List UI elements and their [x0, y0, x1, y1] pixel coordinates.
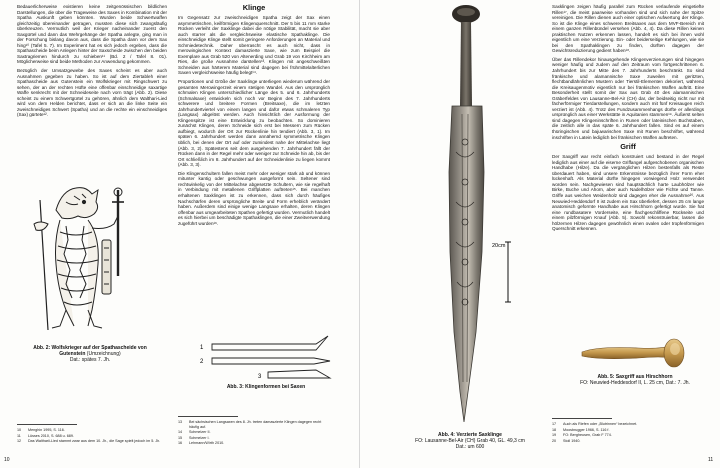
paragraph: Proportionen und Größe der Saxklinge unterliegen wiederum während der gesamten Merowingerzeit einem stetigen Wandel. Aus den ursprünglich schmalen Klingen unterschiedlicher Länge des 5. und 6. Jahrhunderts (Schmalsaxe) entwickeln sich noch vor Beginn des 7. Jahrhunderts schwerere und breitere Formen (Breitsaxe), die im letzten Jahrhundertviertel von einem langen und dafür etwas schmaleren Typ (Langsax) abgelöst werden. Auch hinsichtlich der Ausformung der Klingenspitze ist eine Entwicklung zu beobachten. So dominieren zunächst Klingen, deren Schneide sich erst bei Messern zum Rücken aufbiegt, wodurch der Ort zur Rückenlinie hin tendiert (Abb. 3, 1). Im späten 6. Jahrhundert werden dann annähernd symmetrische Klingen üblich, bei denen der Ort auf oder zumindest nahe der Mittelachse liegt (Abb. 3, 2). Spätestens seit dem ausgehenden 7. Jahrhundert fällt der Rücken dann in der Regel mehr oder weniger zur Schneide hin ab, bis der Ort schließlich im 8. Jahrhundert auf der Schneidenlinie zu liegen kommt (Abb. 3, 3). [178, 79, 330, 168]
blade-shapes-figure [198, 332, 338, 382]
footnote-text: Moosbrugger 1966, S. 116 f. [563, 427, 610, 432]
figure-4-title: Abb. 4: Verzierte Saxklinge [438, 432, 502, 438]
paragraph: Der Saxgriff war recht einfach konstruiert und bestand in der Regel lediglich aus einer auf die eiserne Griffangel aufgeschobenen organischen Handhabe (Hilze). Da die vergänglichen Hilzen bestenfalls als Reste überdauert haben, sind unsere Erkenntnisse bezüglich ihrer Form eher lückenhaft. Als Material dürfte hingegen vorwiegend Holz verwendet worden sein. Nachgewiesen sind hauptsächlich harte Laubhölzer wie Birke, Buche und Ahorn, aber auch Nadelhölzer wie Fichte und Tanne. Griffe aus weichen Weidenholz sind dagegen eher die Ausnahme²⁰. Aus Neuwied-Heddesdorf II ist zudem ein Sax überliefert, dessen 25 cm lange anatomisch geformte Handhabe aus Hirschhorn gefertigt wurde. Sie hat eine rundbasatere Vorderseite, eine flachgeschliffene Rückseite und einem pilzförmigen Knauf (Abb. 5). Sowohl rekonstruierbar, lassen die hölzernen Hilzen dagegen gewöhnlich einen ovalen oder tropfenförmigen Querschnitt erkennen. [552, 154, 704, 232]
scale-label: 20cm [492, 243, 506, 249]
figure-4-caption [390, 432, 550, 450]
paragraph: Über das Rillendekor hinausgehende Klingenverzierungen sind hingegen weniger häufig und zudem auf den Zeitraum vom fortgeschrittenen 6. Jahrhundert bis zur Mitte des 7. Jahrhunderts beschränkt. So sind fränkische und alamannische Saxe zuweilen mit geritzten, flechtbandlähnlichen Mustern oder Tierstil-Elementen dekoriert, während die Kreisaugenmotiv eigentlich nur bei fränkischen Waffen auftritt. Eine Besonderheit stellt somit der Sax aus Grab 40 des alamannischen Gräberfeldes von Lausanne-Bel-Air (CH) dar, der beidseitig nicht nur mit fächerförmiger Tierdarstellungen, sondern auch mit fünf Kreisaugen reich verziert ist (Abb. 4). Trotz des Fundzusammenhangs dürfte er allerdings ursprünglich aus einer Werkstätte in Aquitanien stammen¹⁹. Äußerst selten sind dagegen Klingeninschriften in Runen oder lateinischen Buchstaben, die zeitlich alle in das späte 6. Jahrhundert fallen. Sind es auf einem thüringischen und bajuwarischen Saxe mit Runen beschriftet, während inschriften in Latein lediglich bei fränkischen Waffen auftreten. [552, 56, 704, 140]
footnote-number: 14 [178, 430, 183, 434]
page-number: 11 [708, 457, 714, 463]
figure-4-date: Dat.: um 600 [455, 444, 485, 450]
figure-5-caption [560, 374, 710, 386]
paragraph: Die Klingenschultern fallen meist mehr oder weniger stark ab und können mitunter kantig oder geschwungen ausgeformt sein. Seltener sind rechtwinkelig von der Mittelachse abgesetzte Schultern, wie sie regelhaft in Verbindung mit metallenen Griffplatten auftreten¹⁵. Bei manchen erhaltenen Saxklingen ist zu erkennen, dass sich durch häufiges Nachschärfen deren ursprüngliche Breite und Form erheblich verändert haben. Außerdem sind einige wenige Langsaxe erhalten, deren Klingen offenbar aus umgearbeiteten Spathen gefertigt wurden. Vermutlich handelt es sich hierbei um beschädigte Spathaklingen, die einer Zweitverwendung zugeführt wurden¹⁶. [178, 170, 330, 226]
footnote-number: 20 [552, 438, 557, 443]
antler-grip-photo [578, 334, 688, 372]
figure-5-find-location: FO: Neuwied-Heddesdorf II, L. 25 cm, Dat.: 7. Jh. [580, 380, 690, 386]
footnote [178, 441, 330, 446]
figure-3-caption [196, 384, 336, 390]
footnote-number: 13 [178, 420, 183, 424]
footnote-text: Lehmann/Wirth 2010. [189, 441, 225, 445]
figure-3-title: Abb. 3: Klingenformen bei Saxen [226, 384, 306, 390]
footnote-text: FO: Bergheusen, Grab F 774. [563, 433, 612, 437]
footnote-number: 15 [178, 435, 183, 440]
figure-4-find-location: FO: Lausanne-Bel-Air (CH) Grab 40, GL. 49,3 cm [415, 438, 525, 444]
footnotes-left-column [17, 428, 167, 445]
footnote [17, 434, 167, 439]
section-heading-griff: Griff [620, 142, 636, 152]
footnote-rule [178, 416, 238, 417]
paragraph: Bezüglich der Umsatzgewebe des Saxes scheint es aber auch Ausnahmen gegeben zu haben. So ist auf dem Ziertableh einer Spathascheide aus Gutenstein ein Wolfskrieger mit Ringschwert zu sehen, der an der rechten Hüfte eine offenbar einschneidige saxartige Waffe senkrecht mit der Schneideseite nach vorn trägt (Abb. 2). Diese scheint zu einem Schwertgürtel zu gehören, ähnlich dem Walthari-Lied wird von dem Helden berichtet, dass er sich an die linke Seite ein zweischneidiges Schwert (Spatha) und an die rechte ein einschneidiges (Sax) gürtete¹². [17, 68, 167, 118]
figure-2-date: Dat.: spätes 7. Jh. [69, 357, 111, 363]
decorated-sax-figure [410, 2, 530, 432]
footnote-text: Schmelzer II. [189, 430, 211, 434]
page-number: 10 [4, 457, 10, 463]
blade-shapes-diagram [198, 332, 338, 382]
paragraph: Im Gegensatz zur zweischneidigen Spatha zeigt der Sax einen asymmetrischen, keilförmigen Klingenquerschnitt. Der 5 bis 11 mm starke Rücken verleiht der Saxklinge dabei die nötige Stabilität, macht sie aber auch starrer als die vergleichsweise elastische Spathaklinge. Die einschneidige Klinge stellt somit geringere Anforderungen an Material und Schmiedetechnik. Daher überrascht es auch nicht, dass in merowingischen Kontext damaszierte Saxe, wie zum Beispiel die Exemplare aus Grab 520 von Altenerding und Grab 19 von Kirchheim am Ries, die große Ausnahme darstellen¹³. Klingen mit angeschweißten Schneiden aus härterem Material sind dagegen bei frühmittelalterlichen Saxen vergleichsweise häufig belegt¹⁴. [178, 15, 330, 76]
footnote-number: 18 [552, 427, 557, 432]
footnote-text: Das Waltharii-Lied stammt zwar aus dem 10. Jh., die Sage spielt jedoch im 5. Jh. [28, 439, 161, 443]
footnote-number: 17 [552, 422, 557, 426]
decorated-sax-photo [410, 2, 530, 432]
antler-grip-figure [578, 334, 688, 372]
footnote [178, 430, 330, 435]
footnote-text: Lüsses 2010, S. 688 u. 689. [28, 433, 74, 438]
left-column-text [17, 4, 167, 176]
footnote [552, 428, 704, 433]
paragraph: Bedauerlicherweise existieren keine zeitgenössischen bildlichen Darstellungen, die über die Trageweise des Saxes in Kombination mit der Spatha Auskunft geben könnten. Wurden beide Schwertwaffen gleichzeitig übereinander getragen, mussten diese sich zwangsläufig überkreuzen. Vermutlich weil der Krieger nacheinander zuerst den Saxgürtel und dann das Wehrgehänge der Spatha anlegte, ging man in der Forschung bislang davon aus, dass die Spatha dann vor dem Sax hing¹⁰ (Tafel 5. 7). Im Experiment hat es sich jedoch ergeben, dass die Spathascheide beim Anlegen hinter der Saxscheide zwischen den beiden Saxtragriemen hindurch zu schieben¹¹ (Bd. 2 / Tafel 8. 01). Möglicherweise sind beide Methoden zur Anwendung gekommen. [17, 4, 167, 65]
footnote [178, 436, 330, 441]
footnote-rule [552, 418, 612, 419]
figure-2-title: Abb. 2: Wolfskrieger auf der Spathascheide von Gutenstein [33, 345, 147, 357]
footnote [17, 439, 167, 444]
footnotes-right-page [552, 422, 704, 444]
right-page [360, 0, 720, 468]
footnote-text: Bei sächsischen Langsaxen des 8. Jh. treten damaszierte Klingen dagegen recht häufig auf. [189, 420, 322, 429]
wolf-warrior-illustration [26, 180, 154, 332]
footnote-number: 19 [552, 433, 557, 437]
blade-label: 3 [258, 374, 262, 380]
center-left-column-text [178, 4, 330, 326]
figure-2-caption [22, 345, 158, 363]
figure-2-subtitle: (Umzeichnung) [86, 351, 121, 357]
footnote-text: Schmelzer I. [189, 435, 210, 440]
wolf-warrior-drawing [26, 180, 154, 332]
footnote-text: Stoll 1940. [563, 438, 581, 443]
footnote [552, 422, 704, 427]
footnote-number: 11 [17, 433, 21, 438]
footnotes-right-column [178, 420, 330, 447]
footnote-rule [17, 424, 77, 425]
footnote-text: Auch als Riefen oder „Blutrinnen“ bezeichnet. [563, 422, 638, 426]
footnote [552, 433, 704, 438]
footnote-number: 16 [178, 441, 183, 445]
footnote-number: 10 [17, 428, 22, 432]
footnote [552, 439, 704, 444]
footnote [178, 420, 330, 429]
footnote [17, 428, 167, 433]
footnote-number: 12 [17, 439, 22, 443]
footnote-text: Menghin 1995, S. 116. [28, 428, 65, 432]
blade-label: 2 [200, 359, 204, 365]
section-heading-klinge: Klinge [242, 3, 266, 12]
blade-label: 1 [200, 345, 204, 351]
paragraph: Saxklingen zeigen häufig parallel zum Rücken verlaufende eingetiefte Rillen¹⁷, die meist paarweise vorhanden sind und sich nahe der Spitze vereinigen. Die Rillen dienen auch einer optischen Aufwertung der Klinge. So ist die Klinge eines schweren Breitsaxes aus dem MVF-Bereich mit einem ganzen Rillenbündel versehen (Abb. 4, 4). Da diese Rillen keinen praktischen Nutzen erkennen lassen, handelt es sich bei ihnen wohl eigentlich um eine Verzierung. Ein- oder beiderseitige Kehlungen, wie sie bei den Spathaklingen zu finden, dürften dagegen der Gewichtsreduzierung gedient haben¹⁸. [552, 4, 704, 54]
right-column-text [552, 4, 704, 326]
figure-5-title: Abb. 5: Saxgriff aus Hirschhorn [597, 374, 673, 380]
